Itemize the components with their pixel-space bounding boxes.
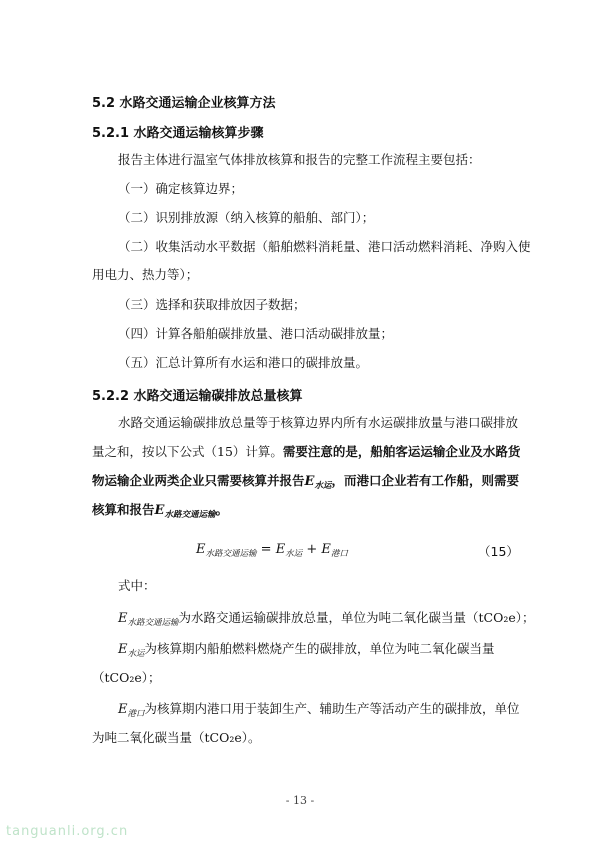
definition-e-ship-unit: （tCO₂e）； [92, 670, 161, 685]
para-line-4 [92, 502, 228, 520]
where-label: 式中： [118, 578, 156, 593]
definition-e-ship [118, 641, 495, 659]
def1-symbol: E [118, 611, 128, 626]
def1-subscript: 水路交通运输 [127, 618, 179, 628]
para-line-4-end: 。 [215, 502, 228, 517]
step-3 [118, 239, 531, 255]
def2-subscript: 水运 [127, 649, 145, 659]
para-line-1: 水路交通运输碳排放总量等于核算边界内所有水运碳排放量与港口碳排放 [118, 415, 519, 430]
subscript-total: 水路交通运输 [164, 510, 216, 520]
formula-sub-ship: 水运 [285, 549, 303, 559]
step-3-text: （二）收集活动水平数据（船舶燃料消耗量、港口活动燃料消耗、净购入使 [118, 239, 531, 254]
formula-e-ship: E [275, 542, 286, 557]
para-line-2-normal: 量之和，按以下公式（15）计算。 [92, 444, 283, 459]
formula-e-port: E [321, 542, 331, 557]
section-heading-5-2: 5.2 水路交通运输企业核算方法 [92, 96, 276, 111]
para-line-3-b: ，而港口企业若有工作船，则需要 [331, 473, 519, 488]
symbol-e-ship: E [304, 474, 315, 489]
step-1: （一）确定核算边界； [118, 181, 244, 196]
para-line-3 [92, 473, 519, 491]
step-3-continued: 用电力、热力等）； [92, 267, 199, 282]
def2-symbol: E [118, 642, 128, 657]
symbol-e-total: E [154, 503, 165, 518]
section-heading-5-2-1: 5.2.1 水路交通运输核算步骤 [92, 126, 264, 141]
page-number: - 13 - [285, 794, 315, 807]
step-6: （五）汇总计算所有水运和港口的碳排放量。 [118, 355, 369, 370]
step-2: （二）识别排放源（纳入核算的船舶、部门）； [118, 210, 375, 225]
step-5: （四）计算各船舶碳排放量、港口活动碳排放量； [118, 326, 394, 341]
subscript-ship: 水运 [314, 481, 332, 491]
definition-e-total [118, 610, 535, 628]
step-4: （三）选择和获取排放因子数据； [118, 297, 306, 312]
def2-text: 为核算期内船舶燃料燃烧产生的碳排放，单位为吨二氧化碳当量 [144, 641, 495, 656]
definition-e-port [118, 701, 520, 719]
formula-sub-port: 港口 [330, 549, 348, 559]
intro-paragraph: 报告主体进行温室气体排放核算和报告的完整工作流程主要包括： [118, 152, 481, 167]
formula-equals: = [256, 542, 276, 557]
para-line-2-bold: 需要注意的是，船舶客运运输企业及水路货 [282, 444, 521, 459]
equation-15 [196, 542, 348, 557]
section-heading-5-2-2: 5.2.2 水路交通运输碳排放总量核算 [92, 389, 303, 404]
def1-text: 为水路交通运输碳排放总量，单位为吨二氧化碳当量（tCO₂e）； [178, 610, 535, 625]
definition-e-port-continued: 为吨二氧化碳当量（tCO₂e）。 [92, 730, 261, 745]
para-line-2 [92, 444, 520, 460]
formula-sub-total: 水路交通运输 [205, 549, 257, 559]
watermark: tanguanli.org.cn [6, 824, 129, 839]
def3-symbol: E [118, 702, 128, 717]
def3-text: 为核算期内港口用于装卸生产、辅助生产等活动产生的碳排放，单位 [144, 701, 520, 716]
formula-e-total: E [196, 542, 206, 557]
formula-plus: + [302, 542, 322, 557]
para-line-4-text: 核算和报告 [92, 502, 155, 517]
def3-subscript: 港口 [127, 709, 145, 719]
equation-number: （15） [478, 544, 519, 559]
para-line-3-a: 物运输企业两类企业只需要核算并报告 [92, 473, 305, 488]
